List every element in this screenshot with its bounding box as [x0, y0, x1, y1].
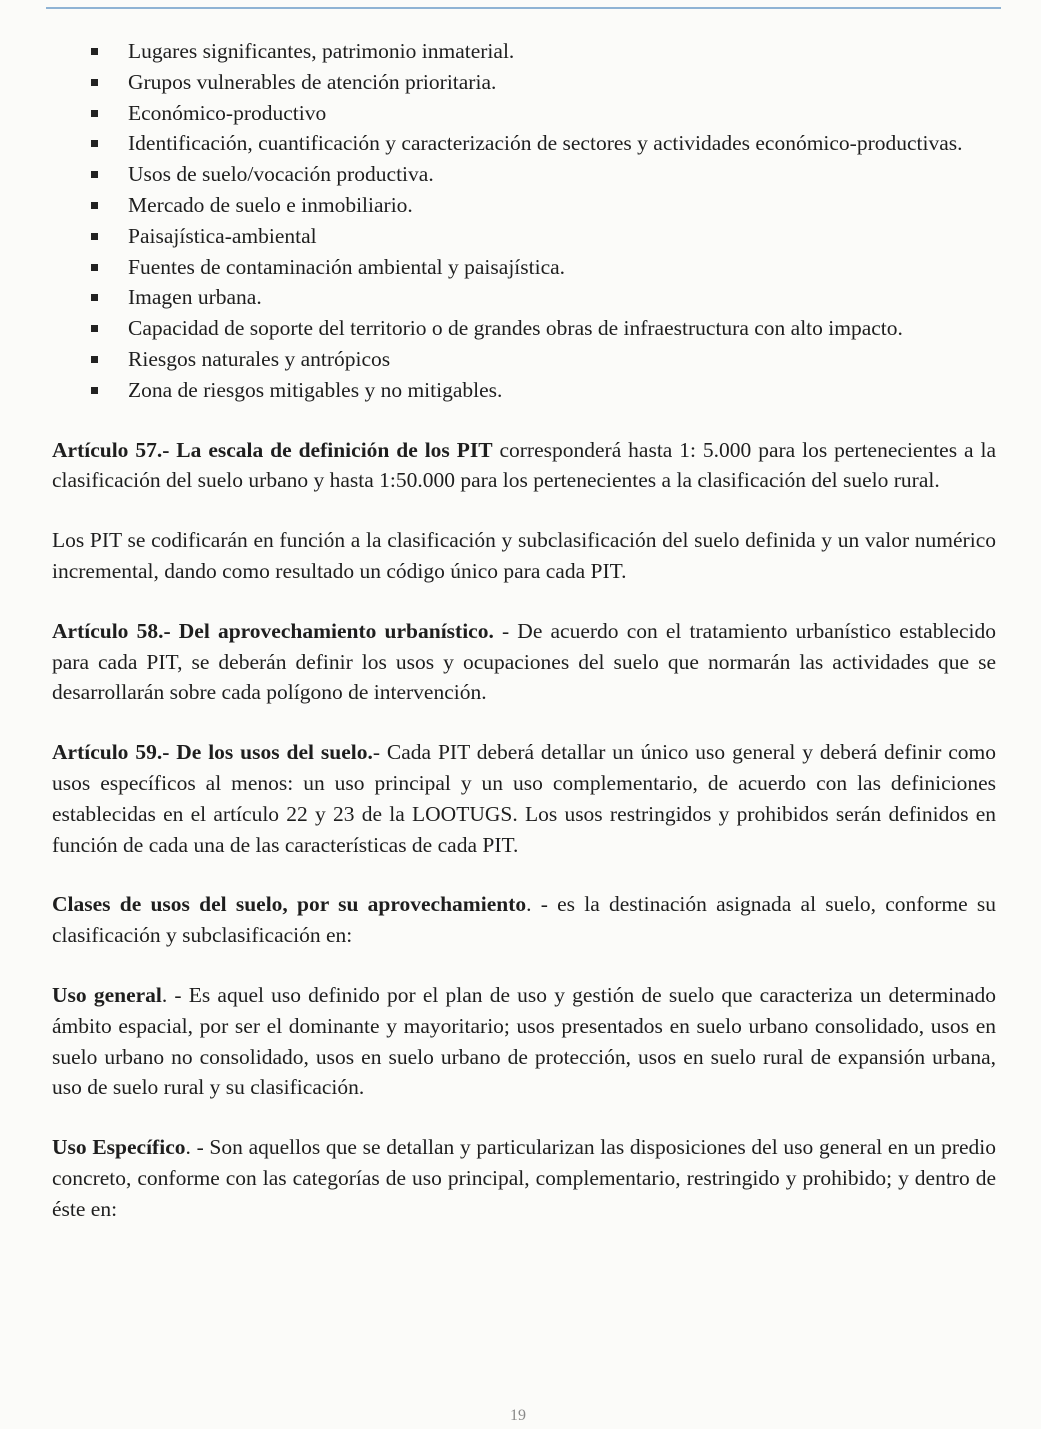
- page-number: 19: [510, 1407, 526, 1424]
- bullet-list: [52, 36, 996, 406]
- bullet-item: Usos de suelo/vocación productiva.: [52, 159, 996, 190]
- bullet-item: Riesgos naturales y antrópicos: [52, 344, 996, 375]
- bullet-item: Capacidad de soporte del territorio o de grandes obras de infraestructura con alto impacto.: [52, 313, 996, 344]
- article-57-text: corresponderá hasta 1: 5.000 para los pertenecientes a la clasificación del suelo urbano y hasta 1:50.000 para los pertenecientes a la clasificación del suelo rural.: [52, 437, 996, 493]
- bullet-item: Fuentes de contaminación ambiental y paisajística.: [52, 252, 996, 283]
- specific-use-text: . - Son aquellos que se detallan y particularizan las disposiciones del uso general en un predio concreto, conforme con las categorías de uso principal, complementario, restringido y prohibido; y dentro de éste en:: [52, 1135, 997, 1221]
- land-use-classes: [52, 889, 996, 951]
- article-58-title: Artículo 58.- Del aprovechamiento urbanístico.: [52, 618, 494, 643]
- bullet-item: Paisajística-ambiental: [52, 221, 996, 252]
- general-use-title: Uso general: [52, 982, 162, 1007]
- article-59-text: - Cada PIT deberá detallar un único uso general y deberá definir como usos específicos al menos: un uso principal y un uso complementario, de acuerdo con las definiciones establecidas en el artículo 22 y 23 de la LOOTUGS. Los usos restringidos y prohibidos serán definidos en función de cada una de las características de cada PIT.: [52, 740, 997, 857]
- bullet-item: Identificación, cuantificación y caracterización de sectores y actividades económico-productivas.: [52, 128, 996, 159]
- article-58-text: - De acuerdo con el tratamiento urbanístico establecido para cada PIT, se deberán definir los usos y ocupaciones del suelo que normarán las actividades que se desarrollarán sobre cada polígono de intervención.: [52, 618, 996, 705]
- article-58: [52, 616, 996, 708]
- article-57: [52, 435, 996, 497]
- bullet-item: Económico-productivo: [52, 98, 996, 129]
- bullet-item: Zona de riesgos mitigables y no mitigables.: [52, 375, 996, 406]
- page-top-rule: [46, 7, 1001, 9]
- specific-use-title: Uso Específico: [52, 1135, 186, 1160]
- article-57-title: Artículo 57.- La escala de definición de los PIT: [52, 437, 493, 462]
- document-page: [52, 30, 996, 1225]
- article-59: [52, 737, 996, 860]
- general-use-text: . - Es aquel uso definido por el plan de uso y gestión de suelo que caracteriza un determinado ámbito espacial, por ser el dominante y mayoritario; usos presentados en suelo urbano consolidado, usos en suelo urbano no consolidado, usos en suelo urbano de protección, usos en suelo rural de expansión urbana, uso de suelo rural y su clasificación.: [52, 982, 996, 1100]
- bullet-item: Mercado de suelo e inmobiliario.: [52, 190, 996, 221]
- land-use-classes-text: . - es la destinación asignada al suelo, conforme su clasificación y subclasificación en:: [52, 892, 996, 948]
- article-59-title: Artículo 59.- De los usos del suelo.: [52, 740, 373, 765]
- pit-codification-paragraph: Los PIT se codificarán en función a la clasificación y subclasificación del suelo definida y un valor numérico incremental, dando como resultado un código único para cada PIT.: [52, 528, 996, 583]
- general-use: [52, 980, 996, 1103]
- bullet-item: Lugares significantes, patrimonio inmaterial.: [52, 36, 996, 67]
- bullet-item: Grupos vulnerables de atención prioritaria.: [52, 67, 996, 98]
- specific-use: [52, 1132, 996, 1224]
- bullet-item: Imagen urbana.: [52, 282, 996, 313]
- land-use-classes-title: Clases de usos del suelo, por su aprovechamiento: [52, 892, 527, 917]
